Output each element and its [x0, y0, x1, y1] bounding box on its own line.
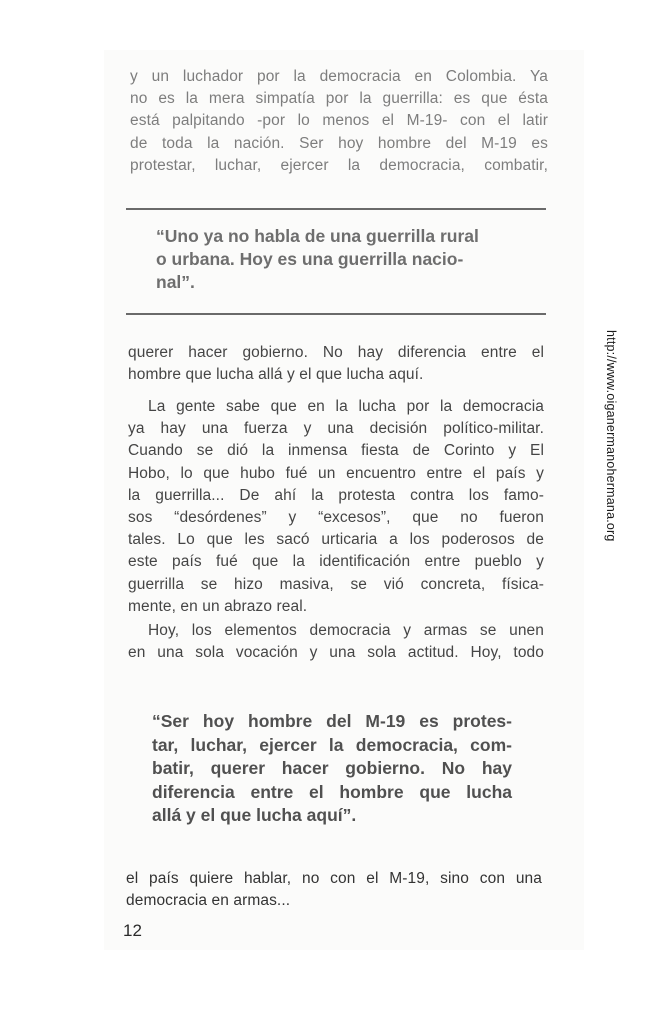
text-line: en una sola vocación y una sola actitud. Hoy, todo: [128, 644, 544, 662]
middle-paragraph: [128, 342, 544, 386]
quote-line: “Uno ya no habla de una guerrilla rural: [156, 226, 479, 246]
text-line: está palpitando -por lo menos el M-19- con el latir: [130, 112, 548, 130]
closing-paragraph: [126, 868, 542, 912]
text-line: protestar, luchar, ejercer la democracia, combatir,: [130, 156, 548, 174]
page-number: 12: [123, 921, 142, 940]
text-line: hombre que lucha allá y el que lucha aquí.: [128, 366, 424, 384]
quote-line: batir, querer hacer gobierno. No hay: [152, 758, 512, 779]
text-line: sos “desórdenes” y “excesos”, que no fueron: [128, 509, 544, 527]
quote-line: diferencia entre el hombre que lucha: [152, 781, 512, 802]
paragraph-3: [128, 620, 544, 664]
pull-quote-2: [152, 710, 512, 828]
quote-line: “Ser hoy hombre del M-19 es protes-: [152, 711, 512, 731]
text-line: La gente sabe que en la lucha por la democracia: [148, 398, 544, 415]
divider-rule-bottom: [126, 313, 546, 315]
quote-line: o urbana. Hoy es una guerrilla nacio-: [156, 249, 464, 269]
quote-line: nal”.: [156, 272, 195, 292]
paragraph-2: [128, 396, 544, 618]
text-line: mente, en un abrazo real.: [128, 597, 308, 615]
text-line: tales. Lo que les sacó urticaria a los poderosos de: [128, 531, 544, 549]
text-line: la guerrilla... De ahí la protesta contra los famo-: [128, 486, 544, 504]
top-paragraph: [130, 66, 548, 177]
text-line: Hobo, lo que hubo fué un encuentro entre el país y: [128, 464, 544, 482]
text-line: democracia en armas...: [126, 892, 291, 910]
pull-quote-1: [156, 225, 528, 294]
text-line: Cuando se dió la inmensa fiesta de Corinto y El: [128, 442, 544, 460]
side-watermark-url: http://www.oiganermanohermana.org: [604, 330, 618, 542]
text-line: guerrilla se hizo masiva, se vió concreta, física-: [128, 575, 544, 593]
quote-line: tar, luchar, ejercer la democracia, com-: [152, 734, 512, 755]
text-line: querer hacer gobierno. No hay diferencia entre el: [128, 344, 544, 361]
text-line: este país fué que la identificación entre pueblo y: [128, 553, 544, 571]
text-line: Hoy, los elementos democracia y armas se unen: [148, 622, 544, 639]
text-line: no es la mera simpatía por la guerrilla: es que ésta: [130, 90, 548, 108]
text-line: el país quiere hablar, no con el M-19, sino con una: [126, 870, 542, 887]
text-line: de toda la nación. Ser hoy hombre del M-19 es: [130, 134, 548, 152]
quote-line: allá y el que lucha aquí”.: [152, 805, 357, 826]
text-line: ya hay una fuerza y una decisión político-militar.: [128, 420, 544, 438]
divider-rule-top: [126, 208, 546, 210]
text-line: y un luchador por la democracia en Colombia. Ya: [130, 68, 548, 85]
